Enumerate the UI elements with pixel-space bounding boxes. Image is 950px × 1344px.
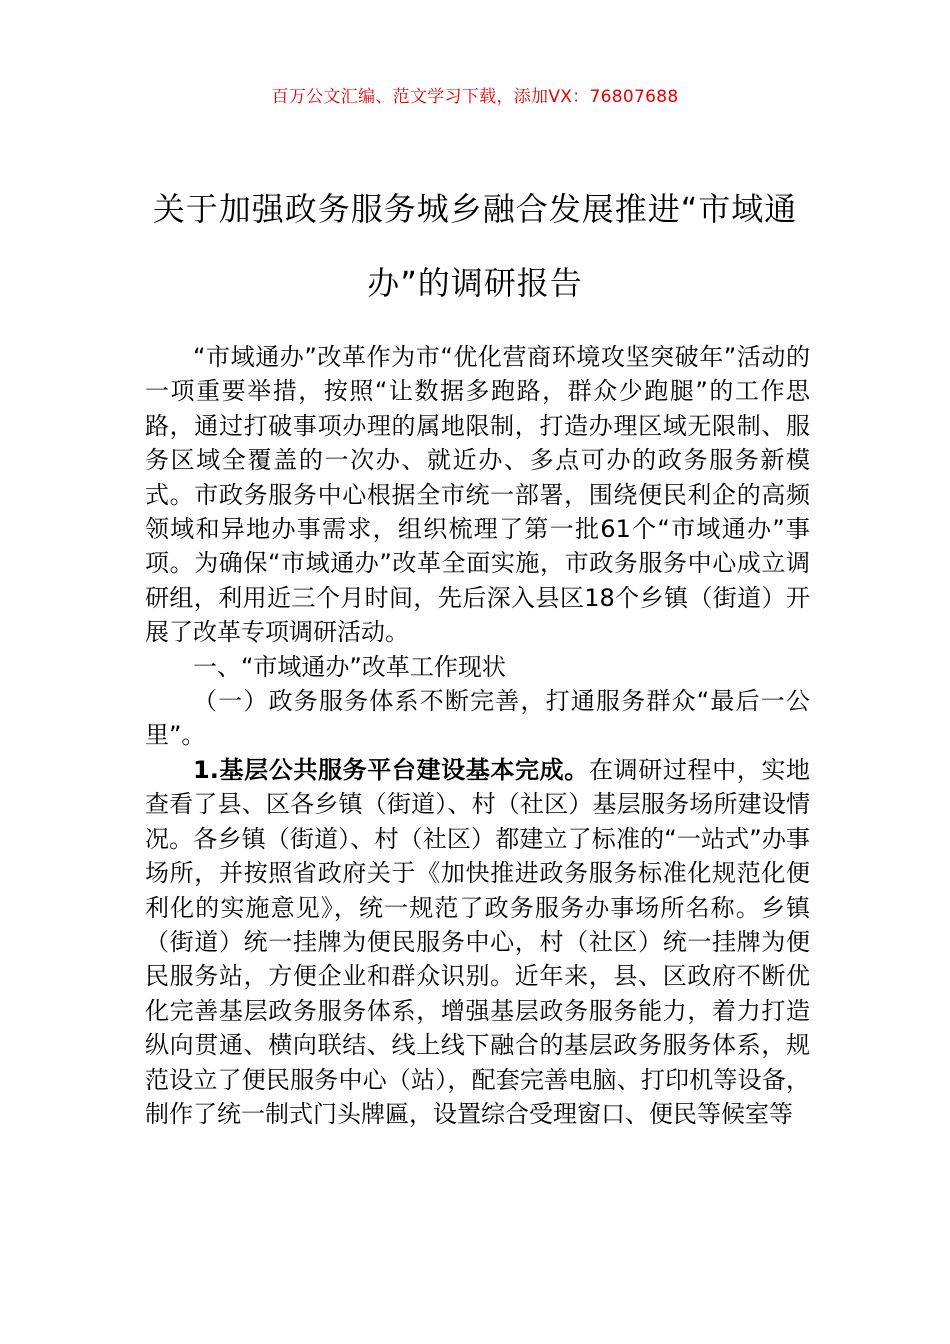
intro-paragraph: “市域通办”改革作为市“优化营商环境攻坚突破年”活动的一项重要举措，按照“让数据多跑路，群众少跑腿”的工作思路，通过打破事项办理的属地限制，打造办理区域无限制、服务区域全覆盖的一次办、就近办、多点可办的政务服务新模式。市政务服务中心根据全市统一部署，围绕便民利企的高频领域和异地办事需求，组织梳理了第一批61个“市域通办”事项。为确保“市域通办”改革全面实施，市政务服务中心成立调研组，利用近三个月时间，先后深入县区18个乡镇（街道）开展了改革专项调研活动。 bbox=[145, 343, 810, 647]
header-note: 百万公文汇编、范文学习下载，添加VX：76807688 bbox=[271, 87, 679, 107]
section-heading: 一、“市域通办”改革工作现状 bbox=[193, 652, 506, 681]
document-title: 关于加强政务服务城乡融合发展推进“市域通办”的调研报告 bbox=[152, 190, 798, 302]
document-body bbox=[145, 340, 810, 1131]
item-body: 在调研过程中，实地查看了县、区各乡镇（街道）、村（社区）基层服务场所建设情况。各乡镇（街道）、村（社区）都建立了标准的“一站式”办事场所，并按照省政府关于《加快推进政务服务标准化规范化便利化的实施意见》，统一规范了政务服务办事场所名称。乡镇（街道）统一挂牌为便民服务中心，村（社区）统一挂牌为便民服务站，方便企业和群众识别。近年来，县、区政府不断优化完善基层政务服务体系，增强基层政务服务能力，着力打造纵向贯通、横向联结、线上线下融合的基层政务服务体系，规范设立了便民服务中心（站），配套完善电脑、打印机等设备，制作了统一制式门头牌匾，设置综合受理窗口、便民等候室等 bbox=[145, 755, 810, 1128]
item-lead: 1.基层公共服务平台建设基本完成。 bbox=[193, 755, 589, 784]
item-paragraph bbox=[145, 753, 810, 1131]
subsection-heading: （一）政务服务体系不断完善，打通服务群众“最后一公里”。 bbox=[145, 687, 810, 750]
